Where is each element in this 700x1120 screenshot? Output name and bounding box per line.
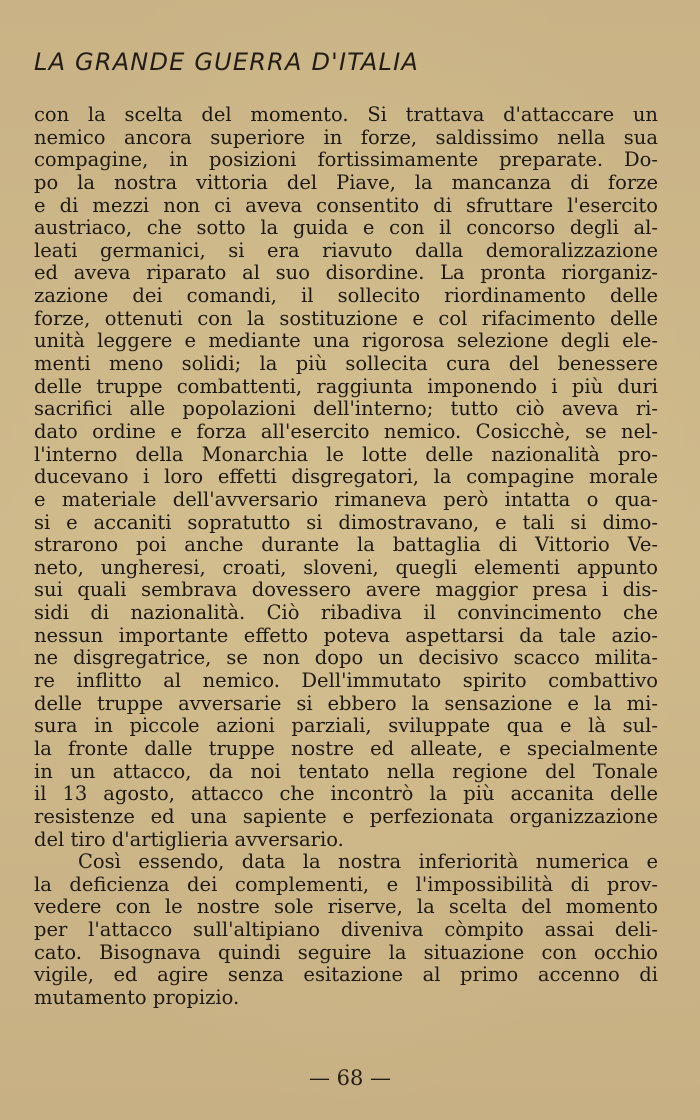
text-line: austriaco, che sotto la guida e con il concorso degli al-: [34, 216, 658, 240]
body-text: [34, 104, 658, 1010]
text-line: nessun importante effetto poteva aspettarsi da tale azio-: [34, 623, 658, 647]
text-line: sidi di nazionalità. Ciò ribadiva il convincimento che: [34, 601, 658, 625]
text-line: in un attacco, da noi tentato nella regione del Tonale: [34, 759, 658, 783]
text-line: per l'attacco sull'altipiano diveniva còmpito assai deli-: [34, 918, 658, 942]
running-head: LA GRANDE GUERRA D'ITALIA: [34, 48, 419, 76]
text-line: sui quali sembrava dovessero avere maggior presa i dis-: [34, 578, 658, 602]
text-line: la fronte dalle truppe nostre ed alleate, e specialmente: [34, 736, 658, 760]
text-line: sura in piccole azioni parziali, sviluppate qua e là sul-: [34, 714, 658, 738]
text-line: del tiro d'artiglieria avversario.: [34, 827, 344, 851]
text-line: sacrifici alle popolazioni dell'interno; tutto ciò aveva ri-: [34, 397, 658, 421]
text-line: delle truppe combattenti, raggiunta imponendo i più duri: [34, 374, 658, 398]
text-line: resistenze ed una sapiente e perfezionata organizzazione: [34, 804, 658, 828]
text-line: menti meno solidi; la più sollecita cura del benessere: [34, 352, 658, 376]
text-line: strarono poi anche durante la battaglia di Vittorio Ve-: [34, 533, 658, 557]
text-line: mutamento propizio.: [34, 985, 240, 1009]
text-line: l'interno della Monarchia le lotte delle nazionalità pro-: [34, 442, 658, 466]
text-line: il 13 agosto, attacco che incontrò la più accanita delle: [34, 782, 658, 806]
text-line: delle truppe avversarie si ebbero la sensazione e la mi-: [34, 691, 658, 715]
text-line: Così essendo, data la nostra inferiorità numerica e: [78, 850, 658, 874]
text-line: vigile, ed agire senza esitazione al primo accenno di: [34, 963, 658, 987]
text-line: la deficienza dei complementi, e l'impossibilità di prov-: [34, 872, 658, 896]
text-line: re inflitto al nemico. Dell'immutato spirito combattivo: [34, 669, 658, 693]
text-line: con la scelta del momento. Si trattava d'attaccare un: [34, 103, 658, 126]
paragraph: [34, 104, 658, 851]
text-line: zazione dei comandi, il sollecito riordinamento delle: [34, 284, 658, 308]
text-line: unità leggere e mediante una rigorosa selezione degli ele-: [34, 329, 658, 353]
text-line: forze, ottenuti con la sostituzione e col rifacimento delle: [34, 306, 658, 330]
text-line: cato. Bisognava quindi seguire la situazione con occhio: [34, 940, 658, 964]
text-line: si e accaniti sopratutto si dimostravano, e tali si dimo-: [34, 510, 658, 534]
text-line: vedere con le nostre sole riserve, la scelta del momento: [34, 895, 658, 919]
text-line: po la nostra vittoria del Piave, la mancanza di forze: [34, 170, 658, 194]
text-line: nemico ancora superiore in forze, saldissimo nella sua: [34, 125, 658, 149]
text-line: e di mezzi non ci aveva consentito di sfruttare l'esercito: [34, 193, 658, 217]
text-line: dato ordine e forza all'esercito nemico. Cosicchè, se nel-: [34, 419, 658, 443]
text-line: leati germanici, si era riavuto dalla demoralizzazione: [34, 238, 658, 262]
text-line: ed aveva riparato al suo disordine. La pronta riorganiz-: [34, 261, 658, 285]
text-line: ne disgregatrice, se non dopo un decisivo scacco milita-: [34, 646, 658, 670]
text-line: compagine, in posizioni fortissimamente preparate. Do-: [34, 148, 658, 172]
text-line: neto, ungheresi, croati, sloveni, quegli elementi appunto: [34, 555, 658, 579]
page-number: — 68 —: [308, 1066, 392, 1090]
text-line: ducevano i loro effetti disgregatori, la compagine morale: [34, 465, 658, 489]
text-line: e materiale dell'avversario rimaneva però intatta o qua-: [34, 487, 658, 511]
paragraph: [34, 851, 658, 1009]
